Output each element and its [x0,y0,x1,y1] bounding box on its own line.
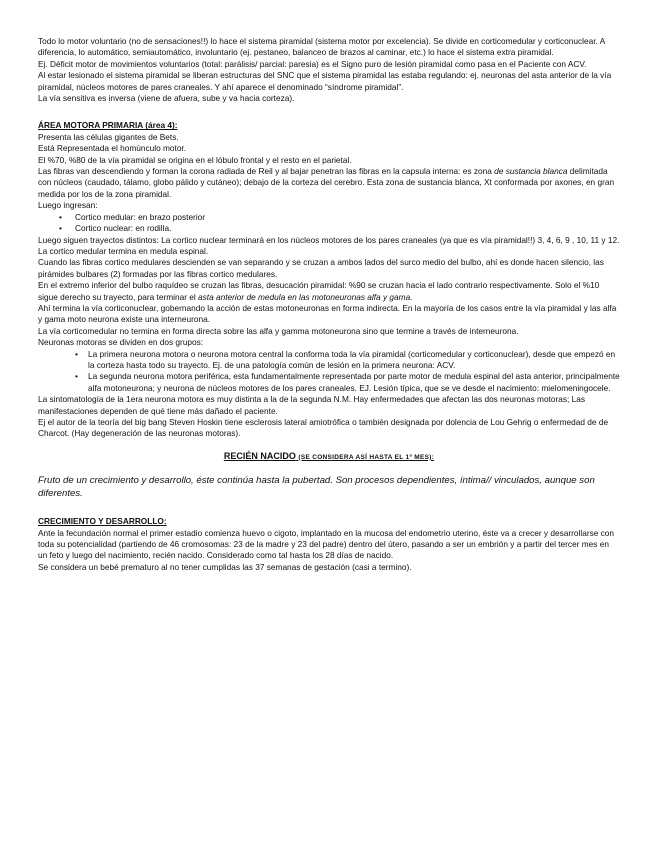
intro-paragraph-4: La vía sensitiva es inversa (viene de afuera, sube y va hacia corteza). [38,93,295,104]
area-motora-line: Luego ingresan: [38,200,98,211]
document-page [38,36,620,573]
area-motora-line: Neuronas motoras se dividen en dos grupos: [38,337,204,348]
area-motora-line: En el extremo inferior del bulbo raquídeo se cruzan las fibras, desucación piramidal: %90 se cruzan hacia el lado contrario respectivamente. Solo el %10 sigue derecho su trayecto, para terminar el asta anterior de medula en las motoneuronas alfa y gama. [38,280,600,302]
list-item: • Cortico medular: en brazo posterior [38,212,620,223]
area-motora-line: Presenta las células gigantes de Bets. [38,131,179,142]
intro-paragraph-2: Ej. Déficit motor de movimientos voluntarios (total: parálisis/ parcial: paresia) es el Signo puro de lesión piramidal como pasa en el Paciente con ACV. [38,58,587,69]
neuronas-groups-list [38,349,620,395]
crecimiento-paragraph-2: Se considera un bebé prematuro al no tener cumplidas las 37 semanas de gestación (casi a termino). [38,561,412,572]
area-motora-line: El %70, %80 de la vía piramidal se origina en el lóbulo frontal y el resto en el parietal. [38,154,352,165]
area-motora-line: Luego siguen trayectos distintos: La cortico nuclear terminará en los núcleos motores de los pares craneales (ya que es vía piramidal!!) 3, 4, 6, 9 , 10, 11 y 12. [38,234,620,245]
list-item: • La segunda neurona motora periférica, esta fundamentalmente representada por parte motor de medula espinal del asta anterior, principalmente alfa motoneurona; y neurona de núcleos motores de los pares craneales. EJ. Lesión típica, que se ve desde el nacimiento: mielomeningocele. [38,371,620,394]
ingreso-list [38,212,620,235]
list-item: • Cortico nuclear: en rodilla. [38,223,620,234]
area-motora-line: Ahí termina la vía corticonuclear, gobernando la acción de estas motoneuronas en forma indirecta. En la mayoría de los casos entre la vía piramidal y las alfa y gama moto neurona existe una interneurona. [38,302,617,325]
intro-paragraph-1: Todo lo motor voluntario (no de sensaciones!!) lo hace el sistema piramidal (sistema motor por excelencia). Se divide en corticomedular y corticonuclear. A diferencia, lo automático, semiautomático, involuntario (ej. pestaneo, balanceo de brazos al caminar, etc.) lo hace el sistema extra piramidal. [38,36,605,58]
intro-paragraph-3: Al estar lesionado el sistema piramidal se liberan estructuras del SNC que el sistema piramidal las estaba regulando: ej. neuronas del asta anterior de la vía piramidal, núcleos motores de pares craneales. Y ahí aparece el denominado “síndrome piramidal”. [38,70,612,92]
recien-nacido-heading: RECIÉN NACIDO (SE CONSIDERA ASÍ HASTA EL 1º MES): [223,450,435,461]
area-motora-line: Cuando las fibras cortico medulares descienden se van separando y se cruzan a ambos lados del surco medio del bulbo, ahí es donde hacen silencio, las pirámides bulbares (2) formadas por las fibras cortico medulares. [38,257,604,279]
area-motora-line: Ej el autor de la teoría del big bang Steven Hoskin tiene esclerosis lateral amiotrófica o también designada por dolencia de Lou Gehrig o enfermedad de de Charcot. (Hay degeneración de las neuronas motoras). [38,417,609,439]
recien-nacido-quote: Fruto de un crecimiento y desarrollo, éste continúa hasta la pubertad. Son procesos dependientes, íntima// vinculados, aunque son diferentes. [38,475,595,500]
area-motora-line: La sintomatología de la 1era neurona motora es muy distinta a la de la segunda N.M. Hay enfermedades que afectan las dos neuronas motoras; Las manifestaciones dependen de qué tiene más dañado el paciente. [38,394,585,416]
area-motora-line: La vía corticomedular no termina en forma directa sobre las alfa y gamma motoneurona sino que termine a través de interneurona. [38,325,519,336]
area-motora-line: La cortico medular termina en medula espinal. [38,245,209,256]
area-motora-heading: ÁREA MOTORA PRIMARIA (área 4): [38,120,178,131]
crecimiento-heading: CRECIMIENTO Y DESARROLLO: [38,516,167,527]
area-motora-line: Está Representada el homúnculo motor. [38,143,187,154]
area-motora-line: Las fibras van descendiendo y forman la corona radiada de Reil y al bajar penetran las fibras en la capsula interna: es zona de sustancia blanca delimitada con núcleos (caudado, tálamo, globo pálido y cutáneo); debajo de la corteza del cerebro. Esta zona de sustancia blanca, Xt conformada por axones, en gran medida por los de la zona piramidal. [38,166,615,199]
crecimiento-paragraph-1: Ante la fecundación normal el primer estadio comienza huevo o cigoto, implantado en la mucosa del endometrio uterino, éste va a crecer y desarrollarse con toda su potencialidad (partiendo de 46 cromosomas: 23 de la madre y 23 del padre) dentro del útero, pasando a ser un embrión y a partir del tercer mes en un feto y luego del nacimiento, recién nacido. Considerado como tal hasta los 28 días de nacido. [38,527,615,561]
list-item: • La primera neurona motora o neurona motora central la conforma toda la vía piramidal (corticomedular y corticonuclear), desde que empezó en la corteza hasta todo su trayecto. Ej. de una patología común de lesión en la primera neurona: ACV. [38,349,620,372]
